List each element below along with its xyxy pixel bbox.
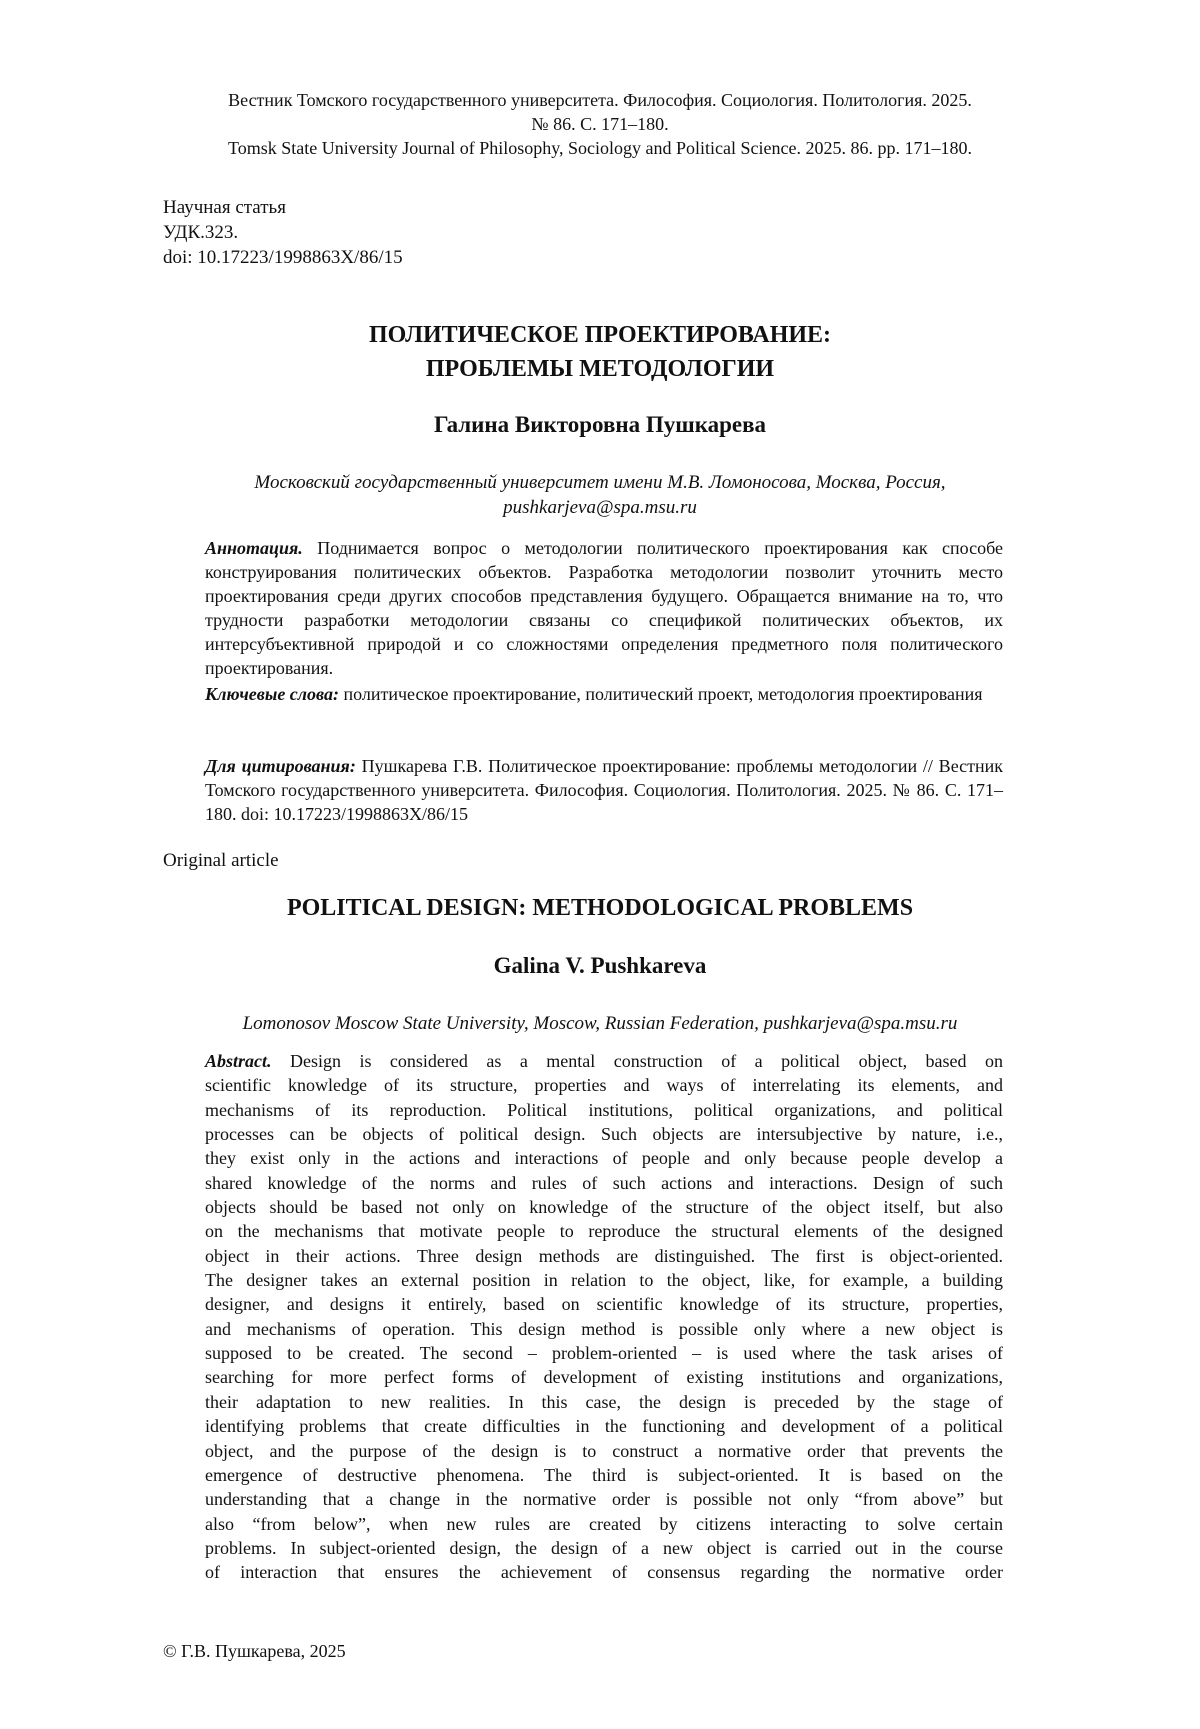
abstract-ru-text: Поднимается вопрос о методологии политического проектирования как способе конструирования политических объектов. Разработка методологии позволит уточнить место проектирования среди других способов представления будущего. Обращается внимание на то, что трудности разработки методологии связаны со спецификой политических объектов, их интерсубъективной природой и со сложностями определения предметного поля политического проектирования. [205,538,1003,678]
keywords-ru-label: Ключевые слова: [205,684,339,704]
abstract-en-line: mechanisms of its reproduction. Political institutions, political organizations, and political [205,1099,1003,1120]
copyright-notice: © Г.В. Пушкарева, 2025 [163,1641,346,1661]
abstract-en-line: on the mechanisms that motivate people to reproduce the structural elements of the designed [205,1221,1003,1242]
author-ru: Галина Викторовна Пушкарева [433,412,767,437]
abstract-en-line: scientific knowledge of its structure, properties and ways of interrelating its elements, and [205,1075,1003,1096]
abstract-en [205,1049,1003,1585]
affiliation-ru-line1: Московский государственный университет имени М.В. Ломоносова, Москва, Россия, [254,472,946,493]
abstract-en-line: searching for more perfect forms of development of existing institutions and organizations, [205,1367,1003,1388]
citation-ru [205,754,1003,826]
abstract-en-line: emergence of destructive phenomena. The third is subject-oriented. It is based on the [205,1464,1003,1485]
citation-ru-text: Пушкарева Г.В. Политическое проектирование: проблемы методологии // Вестник Томского государственного университета. Философия. Социология. Политология. 2025. № 86. С. 171–180. doi: 10.17223/1998863X/86/15 [205,756,1003,824]
abstract-en-line: object in their actions. Three design methods are distinguished. The first is object-oriented. [205,1245,1003,1266]
doi: doi: 10.17223/1998863X/86/15 [163,247,403,268]
affiliation-en: Lomonosov Moscow State University, Moscow, Russian Federation, pushkarjeva@spa.msu.ru [242,1013,958,1034]
abstract-en-line: shared knowledge of the norms and rules of such actions and interactions. Design of such [205,1172,1003,1193]
header-journal-en: Tomsk State University Journal of Philosophy, Sociology and Political Science. 2025. 86. pp. 171–180. [227,138,972,158]
title-ru [120,318,1080,386]
author-en: Galina V. Pushkareva [493,953,707,978]
affiliation-ru [150,470,1050,520]
abstract-en-line: designer, and designs it entirely, based on scientific knowledge of its structure, properties, [205,1294,1003,1315]
keywords-ru [205,682,1003,706]
abstract-en-line: and mechanisms of operation. This design method is possible only where a new object is [205,1318,1003,1339]
title-ru-line2: ПРОБЛЕМЫ МЕТОДОЛОГИИ [425,356,775,382]
article-type-ru: Научная статья [163,197,286,218]
abstract-en-line: identifying problems that create difficulties in the functioning and development of a political [205,1416,1003,1437]
abstract-en-line: understanding that a change in the normative order is possible not only “from above” but [205,1489,1003,1510]
abstract-ru [205,536,1003,680]
title-en: POLITICAL DESIGN: METHODOLOGICAL PROBLEMS [286,895,914,921]
abstract-en-text: Design is considered as a mental construction of a political object, based on [271,1051,1003,1071]
abstract-en-line: they exist only in the actions and interactions of people and only because people develop a [205,1148,1003,1169]
abstract-en-line [205,1049,1003,1073]
article-meta [163,195,403,270]
abstract-en-line: also “from below”, when new rules are created by citizens interacting to solve certain [205,1513,1003,1534]
header-issue-ru: № 86. С. 171–180. [531,114,669,134]
abstract-en-line: processes can be objects of political design. Such objects are intersubjective by nature, i.e., [205,1124,1003,1145]
header-journal-ru: Вестник Томского государственного университета. Философия. Социология. Политология. 2025. [228,90,972,110]
title-ru-line1: ПОЛИТИЧЕСКОЕ ПРОЕКТИРОВАНИЕ: [368,322,832,348]
abstract-en-line: object, and the purpose of the design is to construct a normative order that prevents the [205,1440,1003,1461]
abstract-ru-label: Аннотация. [205,538,303,558]
citation-ru-label: Для цитирования: [205,756,356,776]
keywords-ru-text: политическое проектирование, политический проект, методология проектирования [338,684,983,704]
abstract-en-line: problems. In subject-oriented design, the design of a new object is carried out in the course [205,1537,1003,1558]
abstract-en-line: supposed to be created. The second – problem-oriented – is used where the task arises of [205,1343,1003,1364]
abstract-en-line: The designer takes an external position in relation to the object, like, for example, a building [205,1270,1003,1291]
udc-code: УДК.323. [163,222,239,243]
abstract-en-line: their adaptation to new realities. In this case, the design is preceded by the stage of [205,1391,1003,1412]
abstract-en-line: of interaction that ensures the achievement of consensus regarding the normative order [205,1562,1003,1583]
author-email-ru: pushkarjeva@spa.msu.ru [503,497,697,518]
running-header [120,88,1080,160]
abstract-en-label: Abstract. [205,1051,272,1071]
abstract-en-line: objects should be based not only on knowledge of the structure of the object itself, but also [205,1197,1003,1218]
article-type-en: Original article [163,850,279,871]
